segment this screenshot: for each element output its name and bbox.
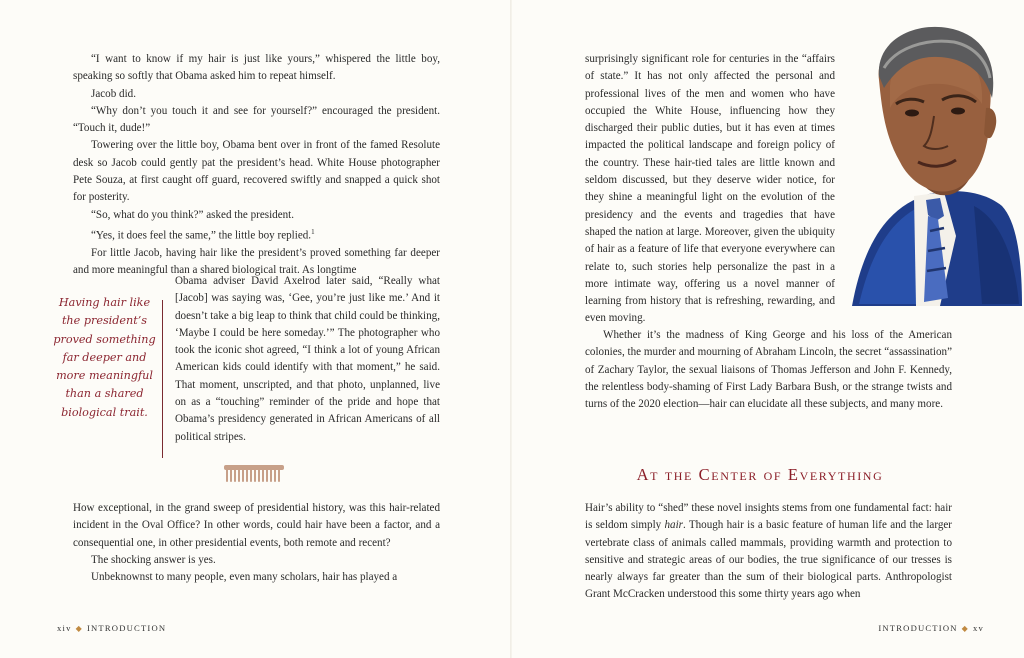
right-footer [878,623,984,633]
running-head: INTRODUCTION [878,623,958,633]
paragraph: surprisingly significant role for centuries in the “affairs of state.” It has not only affected the personal and professional lives of the men and women who have occupied the White House, influencing how they discharged their public duties, but it has even at times impacted the political landscape and foreign policy of the country. These hair-tied tales are little known and seldom discussed, but they deserve wider notice, for they shine a meaningful light on the evolution of the presidency and the events and tragedies that have shaped the nation at large. Moreover, given the ubiquity of hair as a feature of life that everyone everywhere can relate to, such stories help personalize the past in a more intimate way, offering us a novel manner of learning from history that is refreshing, rewarding, and even moving. [585,53,835,325]
left-text-block-1 [73,51,440,280]
section-title-text: At the Center of Everything [636,465,884,484]
comb-icon [222,463,286,485]
paragraph: Towering over the little boy, Obama bent over in front of the famed Resolute desk so Jacob could gently pat the president’s head. White House photographer Pete Souza, at first caught off guard, recovered swiftly and snapped a quick shot for posterity. [73,139,440,204]
running-head: INTRODUCTION [86,623,167,633]
footnote-1: 1 [311,227,315,236]
pull-quote-rule [162,300,163,458]
paragraph: The shocking answer is yes. [91,553,216,566]
paragraph [585,500,952,604]
emphasis: hair [664,519,683,532]
paragraph: Jacob did. [91,87,136,100]
diamond-icon: ◆ [75,624,83,633]
paragraph: Whether it’s the madness of King George and his loss of the American colonies, the murder and mourning of Abraham Lincoln, the secret “assassination” of Zachary Taylor, the sexual liaisons of Thomas Jefferson and John F. Kennedy, the relentless body-shaming of First Lady Barbara Bush, or the strange twists and turns of the 2020 election—hair can elucidate all these subjects, and many more. [585,329,952,411]
right-text-block-2 [585,327,952,413]
paragraph: How exceptional, in the grand sweep of presidential history, was this hair-related incident in the Oval Office? In other words, could hair have been a factor, and a consequential one, in other presidential events, both remote and recent? [73,502,440,549]
right-page [512,0,1024,658]
section-title [585,465,935,485]
paragraph [73,224,440,245]
quote-text: “Yes, it does feel the same,” the little boy replied. [91,229,312,242]
paragraph: “Why don’t you touch it and see for yourself?” encouraged the president. “Touch it, dude!” [73,104,440,135]
paragraph: Obama adviser David Axelrod later said, “Really what [Jacob] was saying was, ‘Gee, you’re just like me.’ And it doesn’t take a big leap to think that child could be thinking, ‘Maybe I could be here someday.’” The photographer who took the iconic shot agreed, “I think a lot of young African American kids could identify with that moment,” he said. That moment, unscripted, and that photo, unplanned, live on as a “touching” reminder of the pride and hope that Obama’s presidency generated in African Americans of all political stripes. [175,275,440,443]
right-text-block-1 [585,51,835,328]
left-text-block-2 [175,273,440,446]
diamond-icon: ◆ [961,624,969,633]
page-number: xiv [57,623,72,633]
obama-portrait-illustration [844,16,1022,321]
left-text-block-3 [73,500,440,586]
pull-quote: Having hair like the president’s proved something far deeper and more meaningful than a shared biological trait. [53,296,156,419]
paragraph: Unbeknownst to many people, even many scholars, hair has played a [91,571,398,584]
left-footer [57,623,166,633]
paragraph: For little Jacob, having hair like the president’s proved something far deeper and more meaningful than a shared biological trait. As longtime [73,246,440,277]
text-run: . Though hair is a basic feature of human life and the larger vertebrate class of animals called mammals, providing warmth and protection to sensitive and strategic areas of our bodies, the true significance of our tresses is nearly always far greater than the sum of their biological parts. Anthropologist Grant McCracken understood this some thirty years ago when [585,519,952,601]
paragraph: “So, what do you think?” asked the president. [91,208,295,221]
text-run: Hair’s ability to “shed” these novel insights stems from one fundamental fact: hair is seldom simply [585,502,952,532]
page-number: xv [973,623,984,633]
paragraph: “I want to know if my hair is just like yours,” whispered the little boy, speaking so softly that Obama asked him to repeat himself. [73,53,440,83]
right-text-block-3 [585,500,952,604]
